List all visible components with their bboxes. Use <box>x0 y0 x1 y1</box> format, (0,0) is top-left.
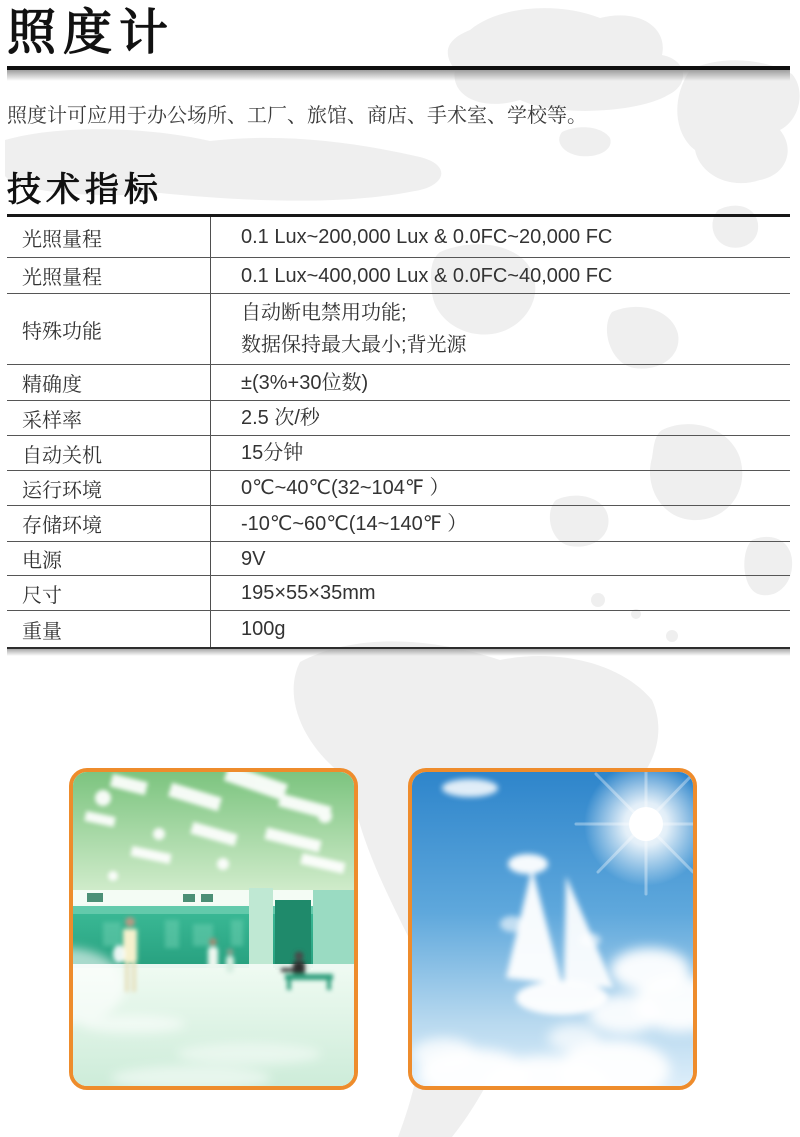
row-label: 尺寸 <box>22 584 62 607</box>
row-label: 光照量程 <box>22 228 102 251</box>
row-value: 9V <box>210 542 790 575</box>
row-label: 运行环境 <box>22 479 102 502</box>
product-description: 照度计可应用于办公场所、工厂、旅馆、商店、手术室、学校等。 <box>7 105 587 127</box>
row-label: 特殊功能 <box>22 320 102 343</box>
row-label: 存储环境 <box>22 515 102 537</box>
row-value-line: 自动断电禁用功能; <box>241 302 407 324</box>
table-row <box>7 401 790 436</box>
table-row <box>7 611 790 649</box>
row-label: 重量 <box>22 620 62 643</box>
row-value: 2.5 次/秒 <box>210 401 790 435</box>
spec-table <box>7 217 790 649</box>
sky-sun-clouds-photo <box>408 768 697 1090</box>
row-value: 195×55×35mm <box>210 576 790 610</box>
row-value: ±(3%+30位数) <box>210 365 790 400</box>
table-row <box>7 576 790 611</box>
row-value: 0℃~40℃(32~104℉ ） <box>210 471 790 505</box>
table-row <box>7 471 790 506</box>
row-value-line: 数据保持最大最小;背光源 <box>241 334 467 356</box>
row-label: 自动关机 <box>22 444 102 467</box>
row-value: 15分钟 <box>210 436 790 470</box>
indoor-lobby-illustration <box>73 772 354 1086</box>
row-value: 0.1 Lux~200,000 Lux & 0.0FC~20,000 FC <box>210 217 790 257</box>
sky-illustration <box>412 772 693 1086</box>
section-heading-specs: 技术指标 <box>7 171 163 209</box>
table-row <box>7 506 790 542</box>
row-value <box>210 294 790 364</box>
title-divider-shadow <box>7 70 790 81</box>
table-bottom-shadow <box>7 649 790 656</box>
row-label: 电源 <box>22 550 62 572</box>
row-label: 光照量程 <box>22 267 102 289</box>
table-row <box>7 294 790 365</box>
row-value: -10℃~60℃(14~140℉ ） <box>210 506 790 541</box>
row-label: 精确度 <box>22 374 82 396</box>
page-content <box>7 0 790 656</box>
row-value: 0.1 Lux~400,000 Lux & 0.0FC~40,000 FC <box>210 258 790 293</box>
table-row <box>7 542 790 576</box>
indoor-lobby-photo <box>69 768 358 1090</box>
table-row <box>7 258 790 294</box>
row-label: 采样率 <box>22 409 82 432</box>
page-title: 照度计 <box>7 6 176 60</box>
table-row <box>7 436 790 471</box>
table-row <box>7 217 790 258</box>
row-value: 100g <box>210 611 790 647</box>
table-row <box>7 365 790 401</box>
